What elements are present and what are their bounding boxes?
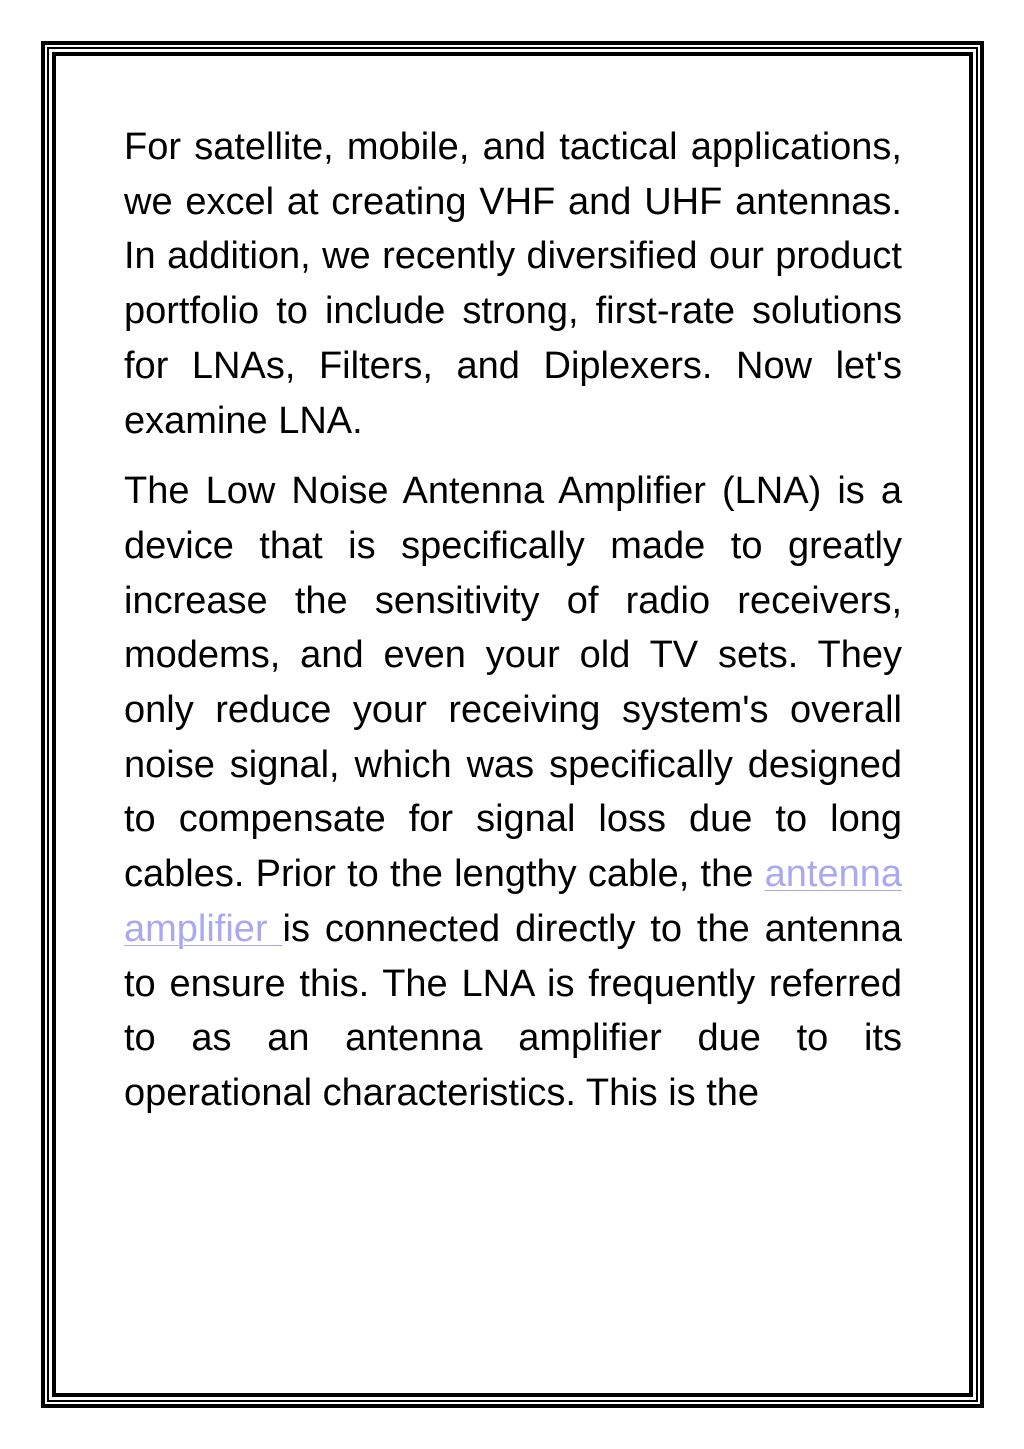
antenna-amplifier-link[interactable]: antenna amplifier bbox=[124, 853, 902, 950]
paragraph-lna-text-start: The Low Noise Antenna Amplifier (LNA) is a device that is specifically made to greatly increase the sensitivity of radio receivers, modems, and even your old TV sets. They only reduce your receiving system's overall noise signal, which was specifically designed to compensate for signal loss due to long cables. Prior to the lengthy cable, the bbox=[124, 470, 902, 896]
paragraph-lna bbox=[124, 464, 902, 1120]
paragraph-intro: For satellite, mobile, and tactical applications, we excel at creating VHF and UHF antennas. In addition, we recently diversified our product portfolio to include strong, first-rate solutions for LNAs, Filters, and Diplexers. Now let's examine LNA. bbox=[124, 126, 902, 442]
document-body bbox=[124, 120, 902, 1121]
paragraph-lna-text-end: is connected directly to the antenna to ensure this. The LNA is frequently referred to as an antenna amplifier due to its operational characteristics. This is the bbox=[124, 907, 902, 1114]
